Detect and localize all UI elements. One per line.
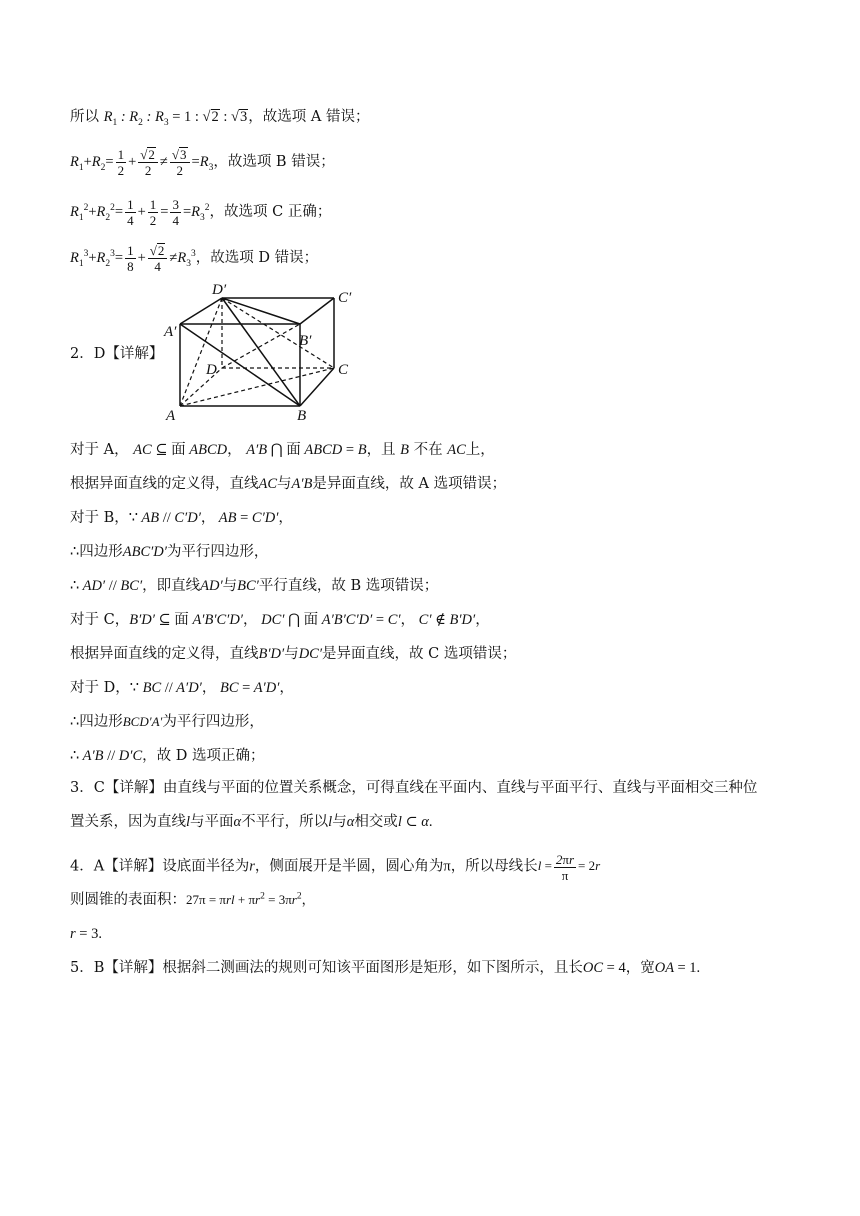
label-c-prime: C′ xyxy=(338,290,352,306)
ratio-line xyxy=(70,107,369,127)
formula: AC xyxy=(258,476,278,492)
text: 是异面直线，故 C 选项错误； xyxy=(322,646,517,662)
formula: α xyxy=(233,814,242,830)
formula: BC′ xyxy=(237,578,259,594)
text: 为平行四边形， xyxy=(162,714,264,730)
text: ， xyxy=(227,442,242,458)
text: 四边形 xyxy=(79,544,123,560)
text: 上， xyxy=(465,442,495,458)
label-d-prime: D′ xyxy=(212,282,227,298)
question-4-line-3 xyxy=(70,924,102,944)
label-c: C xyxy=(338,362,349,378)
text: 相交或 xyxy=(354,814,398,830)
formula: BCD′A′ xyxy=(122,714,163,729)
label-b: B xyxy=(297,408,307,424)
text: 与平面 xyxy=(190,814,234,830)
case-c-conclusion xyxy=(70,644,516,664)
formula: AC xyxy=(447,442,466,458)
formula: $R_1+R_2=$ $\frac{1}{2}$ + $\frac{√2}{2}$ ≠ $\frac{√3}{2}$ $=R_3$ xyxy=(70,147,214,178)
text: 根据异面直线的定义得，直线 xyxy=(70,646,259,662)
label-a-prime: A′ xyxy=(164,324,177,340)
formula: B xyxy=(400,442,410,458)
question-2-head: 2．D【详解】 xyxy=(70,346,164,362)
text: 置关系，因为直线 xyxy=(70,814,186,830)
formula: l = $\frac{2\pi r}{\pi}$ = 2r xyxy=(537,852,601,883)
formula: ∴ AD′ // BC′ xyxy=(70,578,143,594)
formula: $R_1^2+R_2^2=$ $\frac{1}{4}$ + $\frac{1}{2}$ = $\frac{3}{4}$ $=R_3^2$ xyxy=(70,197,210,228)
case-a-conclusion xyxy=(70,474,506,494)
formula: A′B xyxy=(291,476,313,492)
case-b-parallelogram xyxy=(70,542,268,562)
case-b-conclusion xyxy=(70,576,438,596)
formula: r = 3. xyxy=(70,926,102,942)
formula: l ⊂ α. xyxy=(397,814,433,830)
text: 所以 xyxy=(70,109,99,125)
label-a: A xyxy=(166,408,176,424)
text: 与 xyxy=(222,578,238,594)
text: 对于 B， xyxy=(70,510,129,526)
formula: B′D′ ⊆ 面 A′B′C′D′， DC′ ⋂ 面 A′B′C′D′ = C′， C′ ∉ B′D′， xyxy=(129,612,490,628)
formula: A′B ⋂ 面 ABCD = B xyxy=(246,442,367,458)
text: 不在 xyxy=(413,442,443,458)
text: 对于 C， xyxy=(70,612,130,628)
text: 与 xyxy=(332,814,347,830)
question-3-line-2 xyxy=(70,812,433,832)
option-d-line xyxy=(70,243,318,274)
formula: $27\pi = \pi rl + \pi r^2 = 3\pi r^2$， xyxy=(186,891,315,907)
formula: α xyxy=(346,814,355,830)
text: 与 xyxy=(284,646,299,662)
cube-figure xyxy=(160,282,360,424)
text: ，且 xyxy=(366,442,396,458)
label-b-prime: B′ xyxy=(299,333,312,349)
question-4-line-2 xyxy=(70,890,315,910)
text: 不平行，所以 xyxy=(241,814,329,830)
option-b-line xyxy=(70,147,335,178)
text: 平行直线，故 B 选项错误； xyxy=(258,578,439,594)
formula: OC = 4 xyxy=(582,960,626,976)
text: 根据异面直线的定义得，直线 xyxy=(70,476,259,492)
formula: π xyxy=(443,858,451,875)
formula: AD′ xyxy=(200,578,223,594)
case-d-parallelogram xyxy=(70,712,264,732)
case-b-line xyxy=(70,508,293,528)
question-4-line-1 xyxy=(70,852,600,883)
text: 为平行四边形， xyxy=(166,544,269,560)
formula: B′D′ xyxy=(258,646,285,662)
formula: DC′ xyxy=(298,646,323,662)
case-d-conclusion xyxy=(70,746,264,766)
formula: r xyxy=(249,858,255,875)
text: 是异面直线，故 A 选项错误； xyxy=(312,476,507,492)
text: ，故选项 A 错误； xyxy=(248,109,370,125)
label-d: D xyxy=(206,362,217,378)
text: 对于 D， xyxy=(70,680,130,696)
formula: ABC′D′ xyxy=(122,544,167,560)
formula: ∴ xyxy=(70,714,80,730)
text: 与 xyxy=(277,476,292,492)
text: 5．B【详解】根据斜二测画法的规则可知该平面图形是矩形，如下图所示，且长 xyxy=(70,960,583,976)
question-3-line-1: 3．C【详解】由直线与平面的位置关系概念，可得直线在平面内、直线与平面平行、直线与平面相交三种位 xyxy=(70,780,758,796)
formula: ∴ A′B // D′C xyxy=(70,748,143,764)
question-5-line xyxy=(70,958,700,978)
formula: $R_1$ : $R_2$ : $R_3 = 1$ : √2 : √3 xyxy=(103,109,248,128)
text: ，宽 xyxy=(625,960,655,976)
text: ，即直线 xyxy=(142,578,201,594)
text: ，故 D 选项正确； xyxy=(142,748,265,764)
text: 对于 A， xyxy=(70,442,129,458)
formula: l xyxy=(328,814,333,830)
case-c-line xyxy=(70,610,490,630)
formula: AC ⊆ 面 ABCD xyxy=(133,442,228,458)
formula: ∵ AB // C′D′， AB = C′D′， xyxy=(128,510,293,526)
case-a-line xyxy=(70,440,495,460)
text: ，故选项 C 正确； xyxy=(209,203,332,220)
text: ，所以母线长 xyxy=(450,858,538,875)
formula: OA = 1. xyxy=(654,960,701,976)
text: 则圆锥的表面积： xyxy=(70,892,186,908)
option-c-line xyxy=(70,197,331,228)
text: 四边形 xyxy=(79,714,123,730)
text: ，侧面展开是半圆，圆心角为 xyxy=(254,858,444,875)
text: ，故选项 B 错误； xyxy=(213,153,335,170)
text: ，故选项 D 错误； xyxy=(195,249,319,266)
formula: l xyxy=(186,814,191,830)
formula: ∵ BC // A′D′， BC = A′D′， xyxy=(129,680,294,696)
formula: ∴ xyxy=(70,544,80,560)
case-d-line xyxy=(70,678,294,698)
text: 4．A【详解】设底面半径为 xyxy=(70,858,250,875)
formula: $R_1^3+R_2^3=$ $\frac{1}{8}$ + $\frac{√2}{4}$ $\ne R_3^3$ xyxy=(70,243,196,274)
